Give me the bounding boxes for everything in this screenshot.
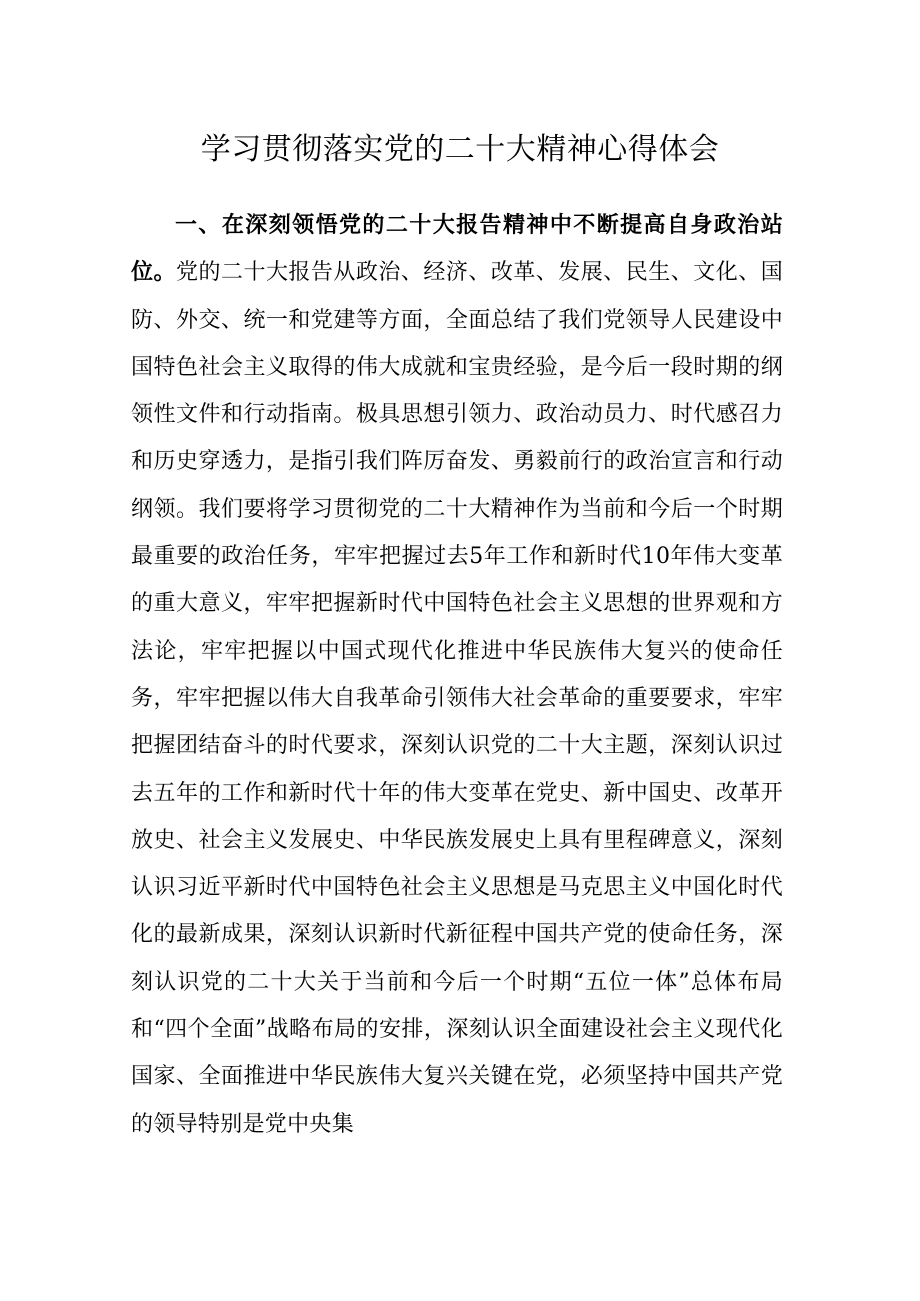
paragraph-text: 党的二十大报告从政治、经济、改革、发展、民生、文化、国防、外交、统一和党建等方面，全面总结了我们党领导人民建设中国特色社会主义取得的伟大成就和宝贵经验，是今后一段时期的纲领性文件和行动指南。极具思想引领力、政治动员力、时代感召力和历史穿透力，是指引我们阵厉奋发、勇毅前行的政治宣言和行动纲领。我们要将学习贯彻党的二十大精神作为当前和今后一个时期最重要的政治任务，牢牢把握过去5年工作和新时代10年伟大变革的重大意义，牢牢把握新时代中国特色社会主义思想的世界观和方法论，牢牢把握以中国式现代化推进中华民族伟大复兴的使命任务，牢牢把握以伟大自我革命引领伟大社会革命的重要要求，牢牢把握团结奋斗的时代要求，深刻认识党的二十大主题，深刻认识过去五年的工作和新时代十年的伟大变革在党史、新中国史、改革开放史、社会主义发展史、中华民族发展史上具有里程碑意义，深刻认识习近平新时代中国特色社会主义思想是马克思主义中国化时代化的最新成果，深刻认识新时代新征程中国共产党的使命任务，深刻认识党的二十大关于当前和今后一个时期“五位一体”总体布局和“四个全面”战略布局的安排，深刻认识全面建设社会主义现代化国家、全面推进中华民族伟大复兴关键在党，必须坚持中国共产党的领导特别是党中央集 — [131, 260, 783, 1137]
document-title: 学习贯彻落实党的二十大精神心得体会 — [200, 132, 720, 167]
section-heading: 一、在深刻领悟党的二十大报告精神中不断提高自身政治站位。 — [131, 213, 783, 286]
body-paragraph — [131, 202, 783, 1148]
